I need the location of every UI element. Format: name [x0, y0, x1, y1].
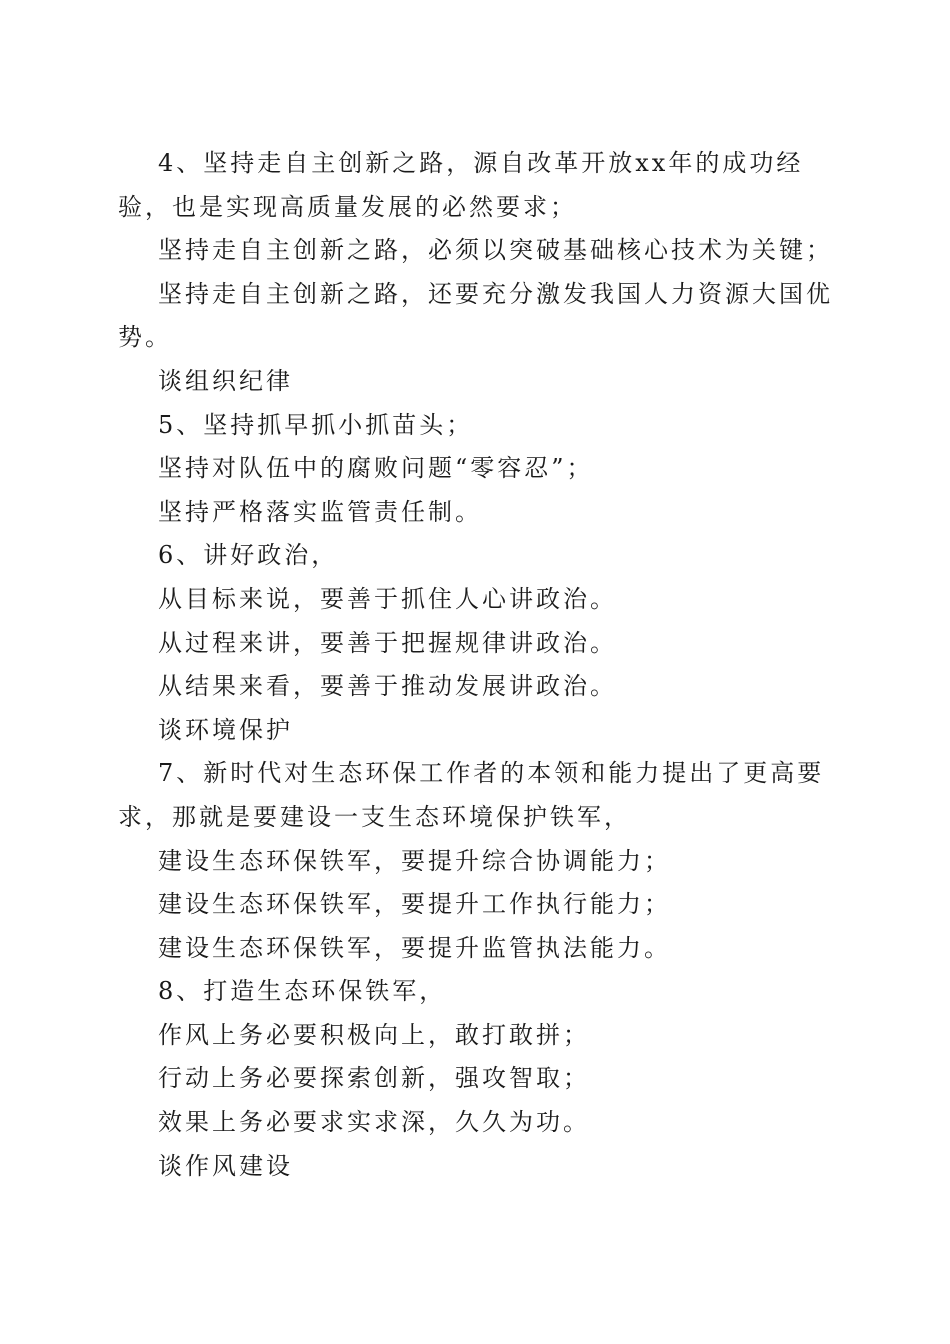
section-heading: 谈作风建设	[158, 1151, 293, 1180]
paragraph: 4、坚持走自主创新之路，源自改革开放xx年的成功经验，也是实现高质量发展的必然要求；	[118, 149, 804, 221]
paragraph: 6、讲好政治，	[158, 541, 339, 570]
paragraph: 建设生态环保铁军，要提升工作执行能力；	[158, 890, 671, 919]
paragraph: 坚持对队伍中的腐败问题“零容忍”；	[158, 454, 594, 483]
document-body	[118, 142, 838, 1188]
paragraph: 从过程来讲，要善于把握规律讲政治。	[158, 628, 617, 657]
paragraph: 坚持走自主创新之路，必须以突破基础核心技术为关键；	[158, 236, 833, 265]
paragraph: 8、打造生态环保铁军，	[158, 977, 447, 1006]
section-heading: 谈环境保护	[158, 715, 293, 744]
paragraph: 建设生态环保铁军，要提升监管执法能力。	[158, 933, 671, 962]
paragraph: 建设生态环保铁军，要提升综合协调能力；	[158, 846, 671, 875]
section-heading: 谈组织纪律	[158, 366, 293, 395]
paragraph: 坚持走自主创新之路，还要充分激发我国人力资源大国优势。	[118, 279, 833, 352]
paragraph: 作风上务必要积极向上，敢打敢拼；	[158, 1020, 590, 1049]
paragraph: 行动上务必要探索创新，强攻智取；	[158, 1064, 590, 1093]
paragraph: 5、坚持抓早抓小抓苗头；	[158, 410, 474, 439]
paragraph: 从结果来看，要善于推动发展讲政治。	[158, 672, 617, 701]
paragraph: 效果上务必要求实求深，久久为功。	[158, 1108, 590, 1137]
paragraph: 坚持严格落实监管责任制。	[158, 497, 482, 526]
paragraph: 从目标来说，要善于抓住人心讲政治。	[158, 584, 617, 613]
paragraph: 7、新时代对生态环保工作者的本领和能力提出了更高要求，那就是要建设一支生态环境保护铁军，	[118, 759, 825, 831]
